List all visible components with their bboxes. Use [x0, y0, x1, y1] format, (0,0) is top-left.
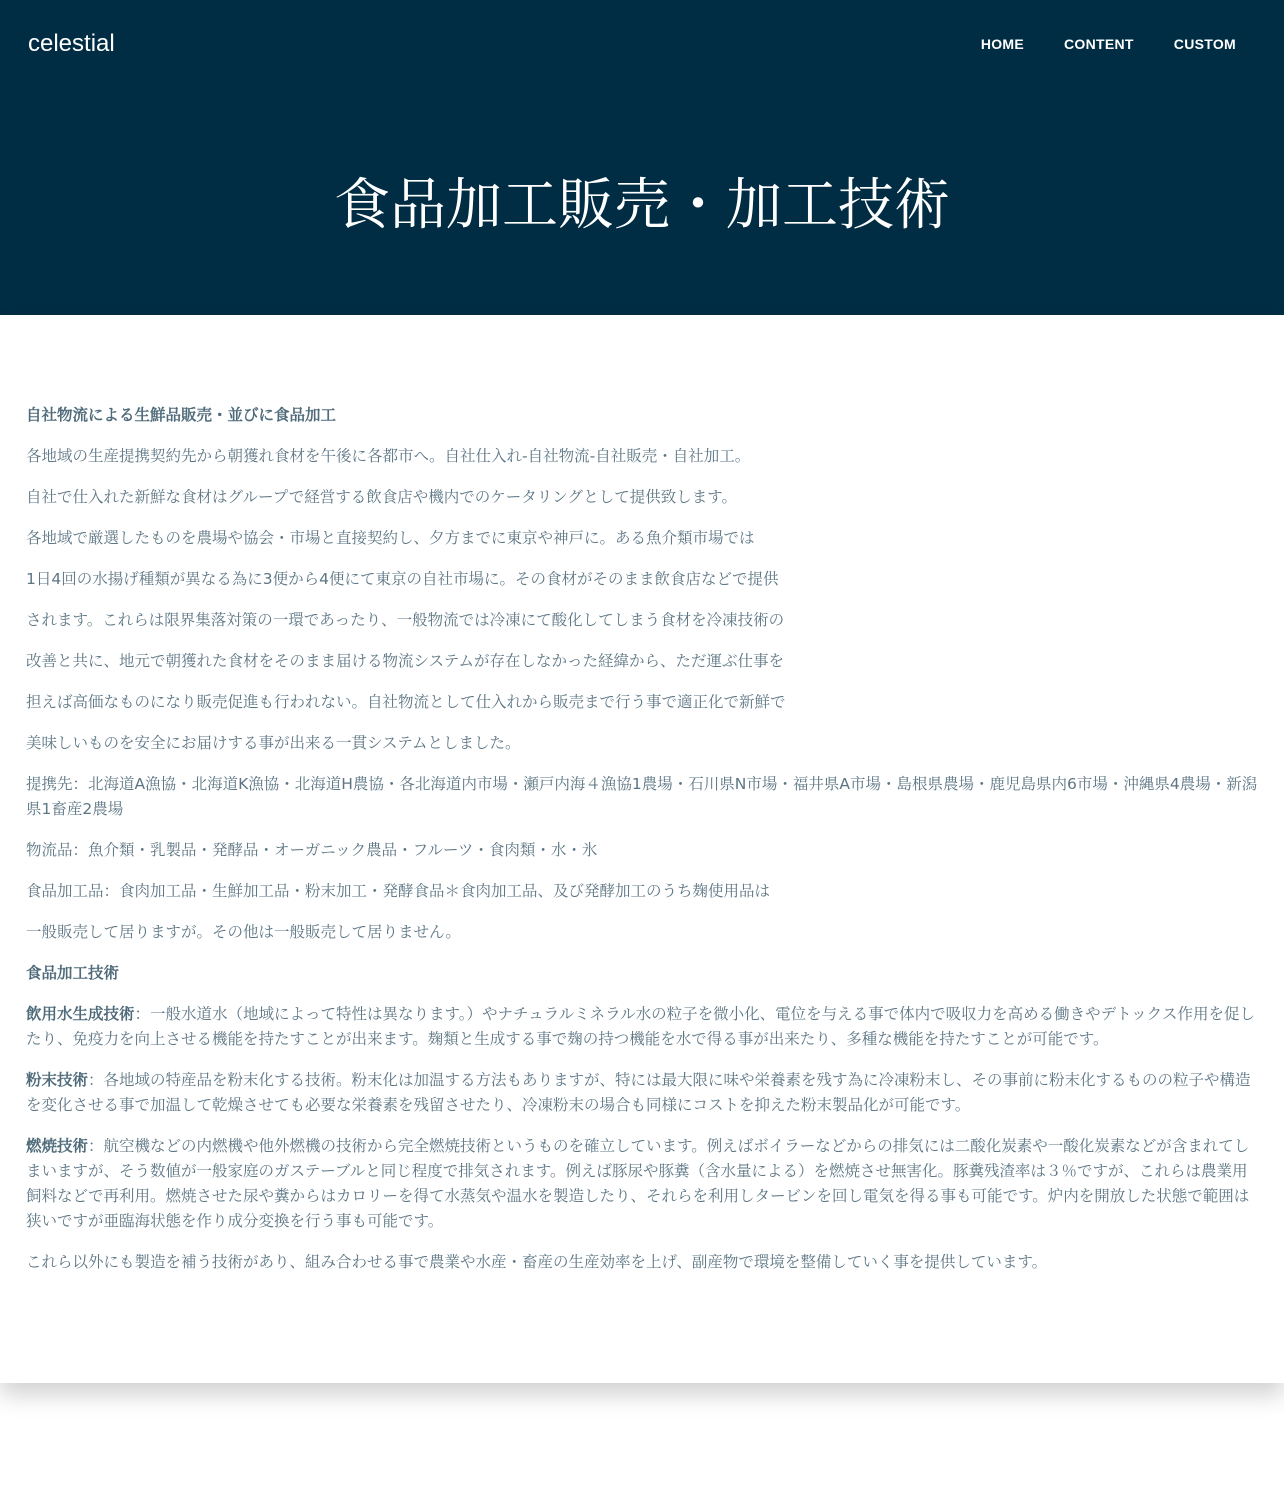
paragraph: 改善と共に、地元で朝獲れた食材をそのまま届ける物流システムが存在しなかった経緯から、ただ運ぶ仕事を	[26, 652, 784, 670]
paragraph: 各地域で厳選したものを農場や協会・市場と直接契約し、夕方までに東京や神戸に。ある魚介類市場では	[26, 529, 755, 547]
nav-item-home[interactable]: HOME	[980, 36, 1025, 52]
main-nav	[961, 34, 1256, 54]
closing-paragraph: これら以外にも製造を補う技術があり、組み合わせる事で農業や水産・畜産の生産効率を上げ、副産物で環境を整備していく事を提供しています。	[26, 1253, 1048, 1271]
content-card	[0, 315, 1284, 1383]
tech-water-text: ：一般水道水（地域によって特性は異なります。）やナチュラルミネラル水の粒子を微小化、電位を与える事で体内で吸収力を高める働きやデトックス作用を促したり、免疫力を向上させる機能を持たすことが出来ます。麹類と生成する事で麹の持つ機能を水で得る事が出来たり、多種な機能を持たすことが可能です。	[26, 1005, 1256, 1048]
partners-paragraph: 提携先：北海道A漁協・北海道K漁協・北海道H農協・各北海道内市場・瀬戸内海４漁協1農場・石川県N市場・福井県A市場・島根県農場・鹿児島県内6市場・沖縄県4農場・新潟県1畜産2農場	[26, 775, 1258, 818]
nav-item-content[interactable]: CONTENT	[1064, 36, 1134, 52]
tech-combustion-label: 燃焼技術	[26, 1137, 89, 1155]
section-heading-logistics: 自社物流による生鮮品販売・並びに食品加工	[26, 406, 337, 424]
paragraph: 1日4回の水揚げ種類が異なる為に3便から4便にて東京の自社市場に。その食材がそのまま飲食店などで提供	[26, 570, 779, 588]
logistics-items-paragraph: 物流品：魚介類・乳製品・発酵品・オーガニック農品・フルーツ・食肉類・水・氷	[26, 841, 598, 859]
site-logo-link[interactable]: celestial	[28, 30, 115, 57]
tech-powder-paragraph	[26, 1068, 1262, 1118]
page-title: 食品加工販売・加工技術	[334, 173, 950, 238]
tech-powder-text: ：各地域の特産品を粉末化する技術。粉末化は加温する方法もありますが、特には最大限に味や栄養素を残す為に冷凍粉末し、その事前に粉末化するものの粒子や構造を変化させる事で加温して乾燥させても必要な栄養素を残留させたり、冷凍粉末の場合も同様にコストを抑えた粉末製品化が可能です。	[26, 1071, 1251, 1114]
page-header	[0, 0, 1284, 315]
processed-foods-paragraph: 食品加工品：食肉加工品・生鮮加工品・粉末加工・発酵食品＊食肉加工品、及び発酵加工のうち麹使用品は	[26, 882, 771, 900]
paragraph: 各地域の生産提携契約先から朝獲れ食材を午後に各都市へ。自社仕入れ-自社物流-自社販売・自社加工。	[26, 447, 751, 465]
section-heading-technology: 食品加工技術	[26, 964, 120, 982]
tech-water-paragraph	[26, 1002, 1262, 1052]
tech-combustion-paragraph	[26, 1134, 1262, 1234]
paragraph: されます。これらは限界集落対策の一環であったり、一般物流では冷凍にて酸化してしまう食材を冷凍技術の	[26, 611, 785, 629]
article-body	[26, 403, 1262, 1291]
tech-water-label: 飲用水生成技術	[26, 1005, 135, 1023]
tech-combustion-text: ：航空機などの内燃機や他外燃機の技術から完全燃焼技術というものを確立しています。例えばボイラーなどからの排気には二酸化炭素や一酸化炭素などが含まれてしまいますが、そう数値が一般家庭のガステーブルと同じ程度で排気されます。例えば豚尿や豚糞（含水量による）を燃焼させ無害化。豚糞残渣率は３％ですが、これらは農業用飼料などで再利用。燃焼させた尿や糞からはカロリーを得て水蒸気や温水を製造したり、それらを利用しタービンを回し電気を得る事も可能です。炉内を開放した状態で範囲は狭いですが亜臨海状態を作り成分変換を行う事も可能です。	[26, 1137, 1250, 1230]
paragraph: 美味しいものを安全にお届けする事が出来る一貫システムとしました。	[26, 734, 521, 752]
paragraph: 自社で仕入れた新鮮な食材はグループで経営する飲食店や機内でのケータリングとして提供致します。	[26, 488, 737, 506]
paragraph: 一般販売して居りますが。その他は一般販売して居りません。	[26, 923, 461, 941]
paragraph: 担えば高価なものになり販売促進も行われない。自社物流として仕入れから販売まで行う事で適正化で新鮮で	[26, 693, 786, 711]
tech-powder-label: 粉末技術	[26, 1071, 89, 1089]
nav-item-custom[interactable]: CUSTOM	[1173, 36, 1236, 52]
